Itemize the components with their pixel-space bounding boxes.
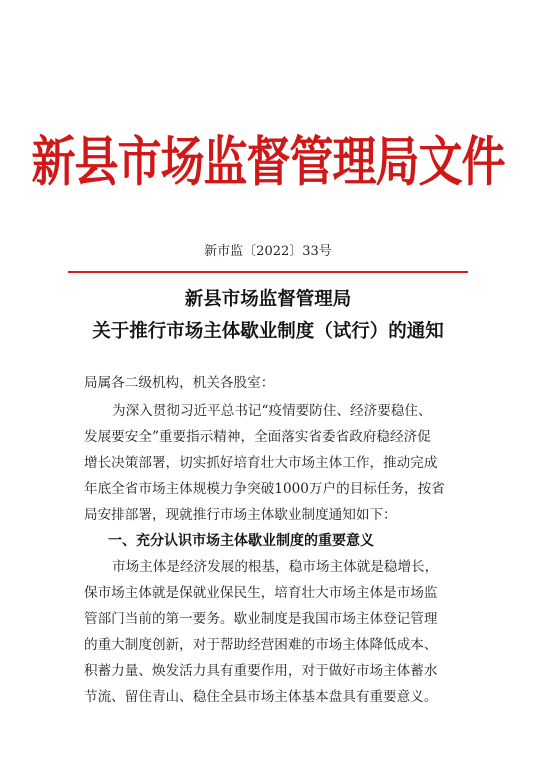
section-heading-1: 一、充分认识市场主体歇业制度的重要意义 [108, 533, 374, 549]
paragraph-2-line-4: 的重大制度创新，对于帮助经营困难的市场主体降低成本、 [84, 637, 438, 653]
paragraph-1-line-1: 为深入贯彻习近平总书记“疫情要防住、经济要稳住、 [112, 403, 432, 419]
paragraph-1-line-4: 年底全省市场主体规模力争突破1000万户的目标任务，按省 [84, 481, 445, 497]
notice-title-line-2: 关于推行市场主体歇业制度（试行）的通知 [92, 321, 444, 342]
salutation: 局属各二级机构，机关各股室： [84, 375, 275, 391]
paragraph-2-line-2: 保市场主体就是保就业保民生，培育壮大市场主体是市场监 [84, 585, 438, 601]
red-header-title: 新县市场监督管理局文件 [31, 131, 505, 194]
paragraph-2-line-6: 节流、留住青山、稳住全县市场主体基本盘具有重要意义。 [84, 689, 438, 705]
paragraph-2-line-5: 积蓄力量、焕发活力具有重要作用，对于做好市场主体蓄水 [84, 663, 438, 679]
paragraph-2-line-3: 管部门当前的第一要务。歇业制度是我国市场主体登记管理 [84, 611, 438, 627]
document-number: 新市监〔2022〕33号 [204, 244, 332, 259]
red-divider-line [68, 271, 468, 273]
paragraph-2-line-1: 市场主体是经济发展的根基，稳市场主体就是稳增长， [112, 559, 439, 575]
paragraph-1-line-5: 局安排部署，现就推行市场主体歇业制度通知如下： [84, 507, 397, 523]
paragraph-1-line-2: 发展要安全”重要指示精神，全面落实省委省政府稳经济促 [84, 429, 431, 445]
notice-title-line-1: 新县市场监督管理局 [184, 289, 352, 310]
paragraph-1-line-3: 增长决策部署，切实抓好培育壮大市场主体工作，推动完成 [84, 455, 438, 471]
